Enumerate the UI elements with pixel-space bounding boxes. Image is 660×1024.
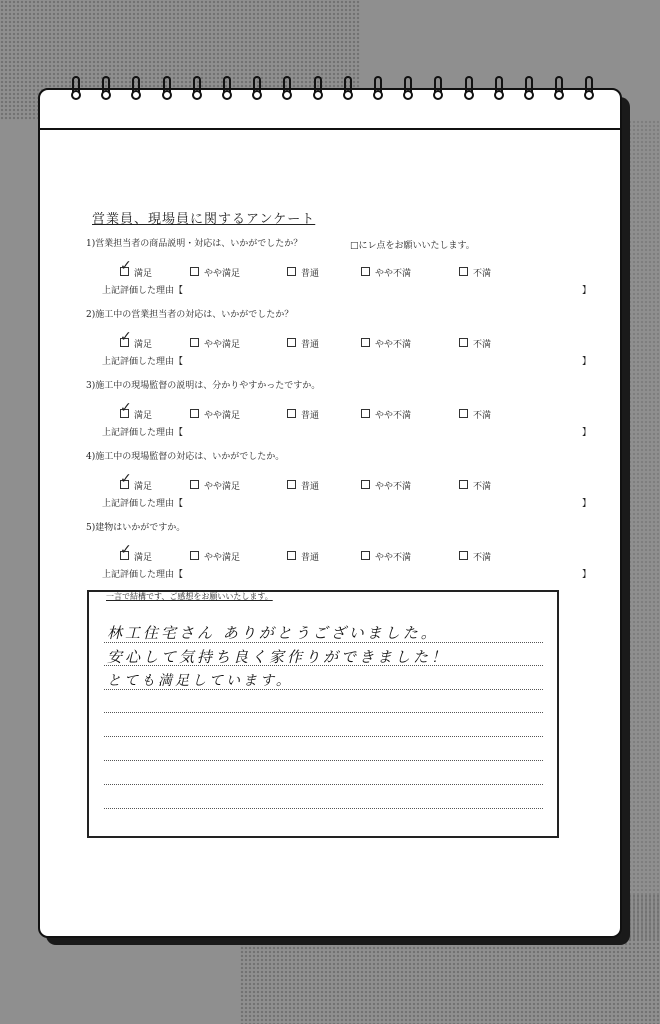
rating-option[interactable] — [190, 337, 240, 350]
rating-options — [120, 329, 540, 351]
checkbox[interactable] — [361, 480, 370, 489]
option-label: 満足 — [134, 340, 153, 350]
handwritten-line: 安心して気持ち良く家作りができました！ — [107, 648, 450, 666]
survey-title: 営業員、現場員に関するアンケート — [92, 212, 316, 227]
reason-bracket: 】 — [582, 499, 592, 509]
reason-label: 上記評価した理由【 — [102, 499, 184, 509]
ruled-line — [104, 784, 543, 785]
reason-bracket: 】 — [582, 357, 592, 367]
check-mark-icon: ✓ — [120, 471, 132, 487]
binding-ring — [494, 76, 504, 104]
rating-option[interactable] — [287, 266, 319, 279]
rating-option[interactable] — [459, 550, 491, 563]
checkbox[interactable] — [287, 338, 296, 347]
option-label: 普通 — [301, 482, 320, 492]
rating-option[interactable] — [120, 400, 153, 421]
rating-option[interactable] — [190, 408, 240, 421]
comment-header: 一言で結構です、ご感想をお願いいたします。 — [106, 592, 273, 601]
instruction-note: □にレ点をお願いいたします。 — [350, 241, 475, 251]
option-label: 満足 — [134, 553, 153, 563]
reason-label: 上記評価した理由【 — [102, 286, 184, 296]
check-mark-icon: ✓ — [120, 329, 132, 345]
binding-ring — [131, 76, 141, 104]
handwritten-line: 林工住宅さん ありがとうございました。 — [107, 624, 439, 642]
rating-option[interactable] — [459, 266, 491, 279]
rating-option[interactable] — [361, 266, 411, 279]
question-text: 1)営業担当者の商品説明・対応は、いかがでしたか？ — [86, 239, 303, 249]
notebook-sheet — [38, 88, 622, 938]
binding-ring — [313, 76, 323, 104]
checkbox[interactable] — [190, 409, 199, 418]
binding-ring — [222, 76, 232, 104]
check-mark-icon: ✓ — [120, 400, 132, 416]
rating-option[interactable] — [190, 479, 240, 492]
checkbox[interactable] — [361, 267, 370, 276]
rating-option[interactable] — [361, 408, 411, 421]
rating-option[interactable] — [120, 258, 153, 279]
rating-options — [120, 258, 540, 280]
question-text: 5)建物はいかがですか。 — [86, 523, 186, 533]
checkbox[interactable] — [190, 338, 199, 347]
checkbox[interactable] — [120, 471, 132, 489]
checkbox[interactable] — [120, 329, 132, 347]
check-mark-icon: ✓ — [120, 542, 132, 558]
option-label: 普通 — [301, 340, 320, 350]
rating-option[interactable] — [287, 408, 319, 421]
checkbox[interactable] — [287, 267, 296, 276]
option-label: やや満足 — [204, 482, 241, 492]
ruled-line — [104, 712, 543, 713]
binding-ring — [282, 76, 292, 104]
option-label: やや不満 — [375, 482, 412, 492]
option-label: 満足 — [134, 269, 153, 279]
checkbox[interactable] — [459, 409, 468, 418]
binding-ring — [343, 76, 353, 104]
rating-option[interactable] — [120, 329, 153, 350]
rating-option[interactable] — [287, 337, 319, 350]
option-label: 不満 — [473, 411, 492, 421]
checkbox[interactable] — [361, 338, 370, 347]
rating-option[interactable] — [120, 542, 153, 563]
binding-ring — [524, 76, 534, 104]
ruled-line — [104, 736, 543, 737]
binding-ring — [373, 76, 383, 104]
ruled-line — [104, 808, 543, 809]
check-mark-icon: ✓ — [120, 258, 132, 274]
option-label: 不満 — [473, 269, 492, 279]
rating-option[interactable] — [459, 479, 491, 492]
binding-ring — [464, 76, 474, 104]
option-label: 満足 — [134, 411, 153, 421]
reason-bracket: 】 — [582, 286, 592, 296]
checkbox[interactable] — [120, 258, 132, 276]
rating-options — [120, 542, 540, 564]
rating-option[interactable] — [459, 408, 491, 421]
question-text: 2)施工中の営業担当者の対応は、いかがでしたか？ — [86, 310, 294, 320]
checkbox[interactable] — [459, 551, 468, 560]
option-label: やや不満 — [375, 269, 412, 279]
binding-ring — [71, 76, 81, 104]
question-text: 4)施工中の現場監督の対応は、いかがでしたか。 — [86, 452, 285, 462]
rating-option[interactable] — [361, 479, 411, 492]
checkbox[interactable] — [190, 551, 199, 560]
option-label: 普通 — [301, 553, 320, 563]
reason-label: 上記評価した理由【 — [102, 357, 184, 367]
rating-option[interactable] — [361, 550, 411, 563]
rating-options — [120, 400, 540, 422]
option-label: 不満 — [473, 553, 492, 563]
binding-ring — [192, 76, 202, 104]
ruled-line — [104, 760, 543, 761]
binding-ring — [162, 76, 172, 104]
rating-option[interactable] — [190, 266, 240, 279]
reason-label: 上記評価した理由【 — [102, 570, 184, 580]
rating-option[interactable] — [120, 471, 153, 492]
comment-box — [87, 590, 559, 838]
option-label: 普通 — [301, 269, 320, 279]
binding-ring — [433, 76, 443, 104]
rating-option[interactable] — [361, 337, 411, 350]
binding-ring — [101, 76, 111, 104]
reason-bracket: 】 — [582, 428, 592, 438]
option-label: 満足 — [134, 482, 153, 492]
binding-ring — [584, 76, 594, 104]
option-label: やや不満 — [375, 411, 412, 421]
binding-ring — [252, 76, 262, 104]
checkbox[interactable] — [120, 400, 132, 418]
checkbox[interactable] — [287, 409, 296, 418]
binding-ring — [403, 76, 413, 104]
binding-line — [40, 128, 620, 130]
option-label: やや不満 — [375, 553, 412, 563]
checkbox[interactable] — [190, 267, 199, 276]
binding-ring — [554, 76, 564, 104]
rating-option[interactable] — [459, 337, 491, 350]
option-label: やや満足 — [204, 553, 241, 563]
checkbox[interactable] — [287, 551, 296, 560]
option-label: 不満 — [473, 340, 492, 350]
rating-option[interactable] — [287, 550, 319, 563]
option-label: やや満足 — [204, 269, 241, 279]
rating-option[interactable] — [287, 479, 319, 492]
checkbox[interactable] — [361, 409, 370, 418]
rating-option[interactable] — [190, 550, 240, 563]
option-label: 不満 — [473, 482, 492, 492]
checkbox[interactable] — [361, 551, 370, 560]
option-label: やや不満 — [375, 340, 412, 350]
checkbox[interactable] — [120, 542, 132, 560]
checkbox[interactable] — [190, 480, 199, 489]
checkbox[interactable] — [287, 480, 296, 489]
option-label: やや満足 — [204, 411, 241, 421]
reason-bracket: 】 — [582, 570, 592, 580]
option-label: やや満足 — [204, 340, 241, 350]
reason-label: 上記評価した理由【 — [102, 428, 184, 438]
option-label: 普通 — [301, 411, 320, 421]
checkbox[interactable] — [459, 480, 468, 489]
question-text: 3)施工中の現場監督の説明は、分かりやすかったですか。 — [86, 381, 321, 391]
checkbox[interactable] — [459, 338, 468, 347]
checkbox[interactable] — [459, 267, 468, 276]
rating-options — [120, 471, 540, 493]
handwritten-line: とても満足しています。 — [107, 673, 293, 689]
